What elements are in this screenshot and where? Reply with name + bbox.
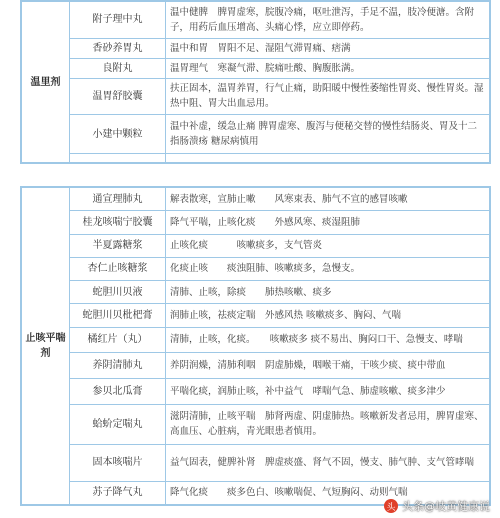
medicine-description: 清肺、止咳，除痰 肺热咳嗽、痰多	[166, 281, 490, 304]
medicine-description: 滋阴清肺，止咳平喘 肺肾两虚、阴虚肺热。咳嗽新发者忌用，脾胃虚寒、高血压、心脏病，青光眼患者慎用。	[166, 404, 490, 444]
medicine-description: 平喘化痰，润肺止咳，补中益气 哮喘气急、肺虚咳嗽、痰多津少	[166, 378, 490, 404]
warming-interior-grid	[21, 1, 490, 163]
empty-cell	[166, 154, 490, 163]
medicine-description: 温中健脾 脾胃虚寒，脘腹冷痛，呕吐泄泻，手足不温，肢冷便溏。含附子，用药后血压增高、头痛心悸，应立即停药。	[166, 2, 490, 39]
table-row	[22, 211, 490, 234]
cough-asthma-grid	[21, 187, 490, 505]
table-row	[22, 353, 490, 379]
table-row	[22, 38, 490, 58]
warming-interior-table	[20, 0, 491, 164]
medicine-name: 蛇胆川贝液	[70, 281, 166, 304]
table-row	[22, 404, 490, 444]
medicine-description: 温中和胃 胃阳不足、湿阻气滞胃痛、痞满	[166, 38, 490, 58]
medicine-name: 蛤蚧定喘丸	[70, 404, 166, 444]
table-row-empty	[22, 154, 490, 163]
medicine-name: 参贝北瓜膏	[70, 378, 166, 404]
medicine-description: 温中补虚，缓急止痛 脾胃虚寒、腹泻与便秘交替的慢性结肠炎、胃及十二指肠溃疡 糖尿病慎用	[166, 115, 490, 154]
table-row	[22, 78, 490, 115]
medicine-name: 温胃舒胶囊	[70, 78, 166, 115]
medicine-description: 降气平喘，止咳化痰 外感风寒、痰湿阻肺	[166, 211, 490, 234]
medicine-name: 固本咳喘片	[70, 444, 166, 481]
medicine-name: 养阴清肺丸	[70, 353, 166, 379]
table-row	[22, 327, 490, 353]
table-row	[22, 2, 490, 39]
table-row	[22, 234, 490, 257]
cough-asthma-table	[20, 186, 491, 506]
medicine-name: 附子理中丸	[70, 2, 166, 39]
empty-cell	[70, 154, 166, 163]
medicine-description: 化痰止咳 痰浊阻肺、咳嗽痰多，急慢支。	[166, 257, 490, 280]
toutiao-logo-icon: 头	[384, 499, 398, 513]
medicine-name: 苏子降气丸	[70, 481, 166, 504]
table-row	[22, 378, 490, 404]
watermark	[384, 498, 490, 514]
medicine-name: 桂龙咳喘宁胶囊	[70, 211, 166, 234]
medicine-description: 扶正固本，温胃养胃，行气止痛，助阳暖中慢性萎缩性胃炎、慢性胃炎。湿热中阻、胃大出血忌用。	[166, 78, 490, 115]
medicine-name: 良附丸	[70, 58, 166, 78]
medicine-name: 小建中颗粒	[70, 115, 166, 154]
medicine-description: 养阴润燥，清肺利咽 阴虚肺燥，咽喉干痛，干咳少痰、痰中带血	[166, 353, 490, 379]
medicine-description: 益气固表，健脾补肾 脾虚痰盛、肾气不固，慢支、肺气肿、支气管哮喘	[166, 444, 490, 481]
medicine-description: 止咳化痰 咳嗽痰多，支气管炎	[166, 234, 490, 257]
medicine-name: 橘红片（丸）	[70, 327, 166, 353]
medicine-description: 解表散寒，宣肺止嗽 风寒束表、肺气不宣的感冒咳嗽	[166, 188, 490, 211]
medicine-description: 温胃理气 寒凝气滞、脘痛吐酸、胸腹胀满。	[166, 58, 490, 78]
table-row	[22, 188, 490, 211]
medicine-name: 香砂养胃丸	[70, 38, 166, 58]
table-row	[22, 304, 490, 327]
table-row	[22, 58, 490, 78]
medicine-description: 清肺，止咳，化痰。 咳嗽痰多 痰不易出、胸闷口干、急慢支、哮喘	[166, 327, 490, 353]
category-cell: 止咳平喘剂	[22, 188, 70, 505]
medicine-name: 通宣理肺丸	[70, 188, 166, 211]
watermark-text: 头条@岐黄健康说	[402, 500, 490, 513]
medicine-description: 降气化痰 痰多色白、咳嗽喘促、气短胸闷、动则气喘	[166, 481, 490, 504]
category-cell: 温里剂	[22, 2, 70, 163]
medicine-description: 润肺止咳，祛痰定喘 外感风热 咳嗽痰多、胸闷、气喘	[166, 304, 490, 327]
table-row	[22, 115, 490, 154]
table-row	[22, 281, 490, 304]
medicine-name: 杏仁止咳糖浆	[70, 257, 166, 280]
medicine-name: 半夏露糖浆	[70, 234, 166, 257]
table-row	[22, 257, 490, 280]
medicine-name: 蛇胆川贝枇杷膏	[70, 304, 166, 327]
table-row	[22, 444, 490, 481]
